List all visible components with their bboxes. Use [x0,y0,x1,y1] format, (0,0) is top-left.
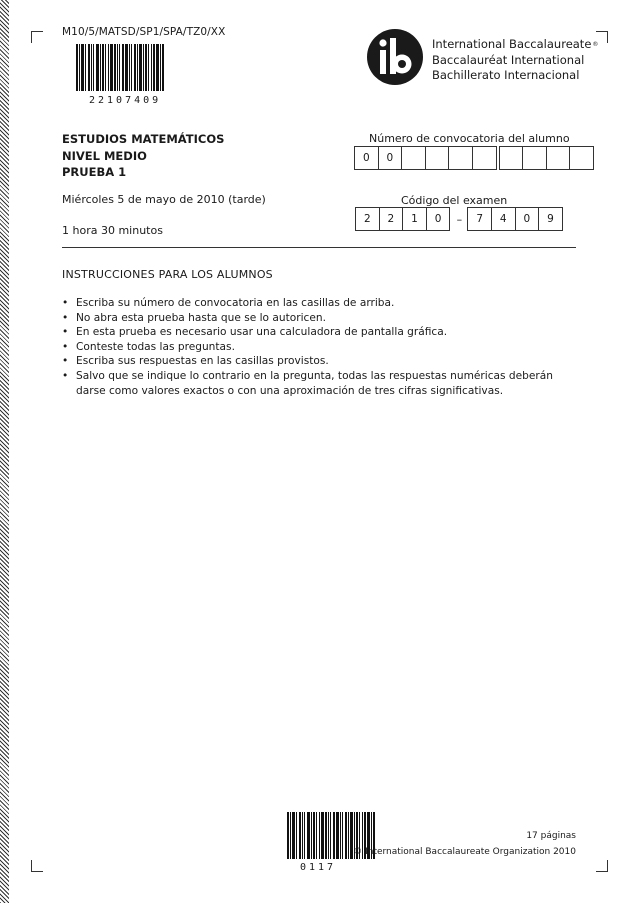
binding-hatch-edge [0,0,9,903]
instruction-item: • Escriba su número de convocatoria en las casillas de arriba. [62,296,582,311]
exam-date: Miércoles 5 de mayo de 2010 (tarde) [62,193,266,206]
barcode-bottom-number: 0117 [300,862,337,873]
crop-mark-top-left [31,31,43,43]
instructions-list [62,296,582,398]
exam-level: NIVEL MEDIO [62,148,147,163]
page-count: 17 páginas [526,831,576,841]
instruction-item: • En esta prueba es necesario usar una calculadora de pantalla gráfica. [62,325,582,340]
candidate-digit-box[interactable]: 0 [378,146,403,170]
barcode-top [76,44,164,91]
barcode-top-number: 22107409 [89,95,162,106]
copyright: © International Baccalaureate Organization 2010 [353,847,576,857]
exam-code-digit: 4 [491,207,516,231]
instruction-item: • Salvo que se indique lo contrario en la pregunta, todas las respuestas numéricas deberán darse como valores exactos o con una aproximación de tres cifras significativas. [62,369,582,398]
candidate-digit-box[interactable] [522,146,547,170]
ib-logo [366,28,424,86]
exam-code-digit: 0 [515,207,540,231]
candidate-digit-box[interactable] [499,146,524,170]
candidate-digit-box[interactable]: 0 [354,146,379,170]
exam-code-digit: 7 [467,207,492,231]
barcode-stripe [162,44,164,91]
ib-name-english: International Baccalaureate® [432,37,599,51]
exam-subject: ESTUDIOS MATEMÁTICOS [62,132,225,146]
exam-paper: PRUEBA 1 [62,165,127,179]
candidate-digit-box[interactable] [425,146,450,170]
candidate-digit-box[interactable] [569,146,594,170]
candidate-number-boxes [355,146,594,170]
exam-duration: 1 hora 30 minutos [62,224,163,237]
candidate-digit-box[interactable] [546,146,571,170]
candidate-digit-box[interactable] [448,146,473,170]
exam-code-digit: 1 [402,207,427,231]
exam-code-digit: 2 [379,207,404,231]
instruction-item: • Conteste todas las preguntas. [62,340,582,355]
candidate-number-label: Número de convocatoria del alumno [369,132,570,145]
exam-title [62,131,224,181]
candidate-digit-box[interactable] [472,146,497,170]
header-divider [62,247,576,248]
candidate-digit-box[interactable] [401,146,426,170]
exam-code-digit: 2 [355,207,380,231]
instructions-title: INSTRUCCIONES PARA LOS ALUMNOS [62,268,273,281]
instruction-item: • Escriba sus respuestas en las casillas provistos. [62,354,582,369]
exam-code-digit: 0 [426,207,451,231]
exam-code-separator: – [456,212,463,226]
exam-code-label: Código del examen [401,194,508,207]
ib-name-french: Baccalauréat International [432,52,585,67]
ib-names [432,37,598,84]
exam-code-boxes [356,207,563,231]
crop-mark-bottom-right [596,860,608,872]
instruction-item: • No abra esta prueba hasta que se lo autoricen. [62,311,582,326]
ib-name-spanish: Bachillerato Internacional [432,68,580,82]
registered-mark: ® [592,41,599,48]
exam-code-digit: 9 [538,207,563,231]
crop-mark-bottom-left [31,860,43,872]
paper-code: M10/5/MATSD/SP1/SPA/TZ0/XX [62,26,226,38]
